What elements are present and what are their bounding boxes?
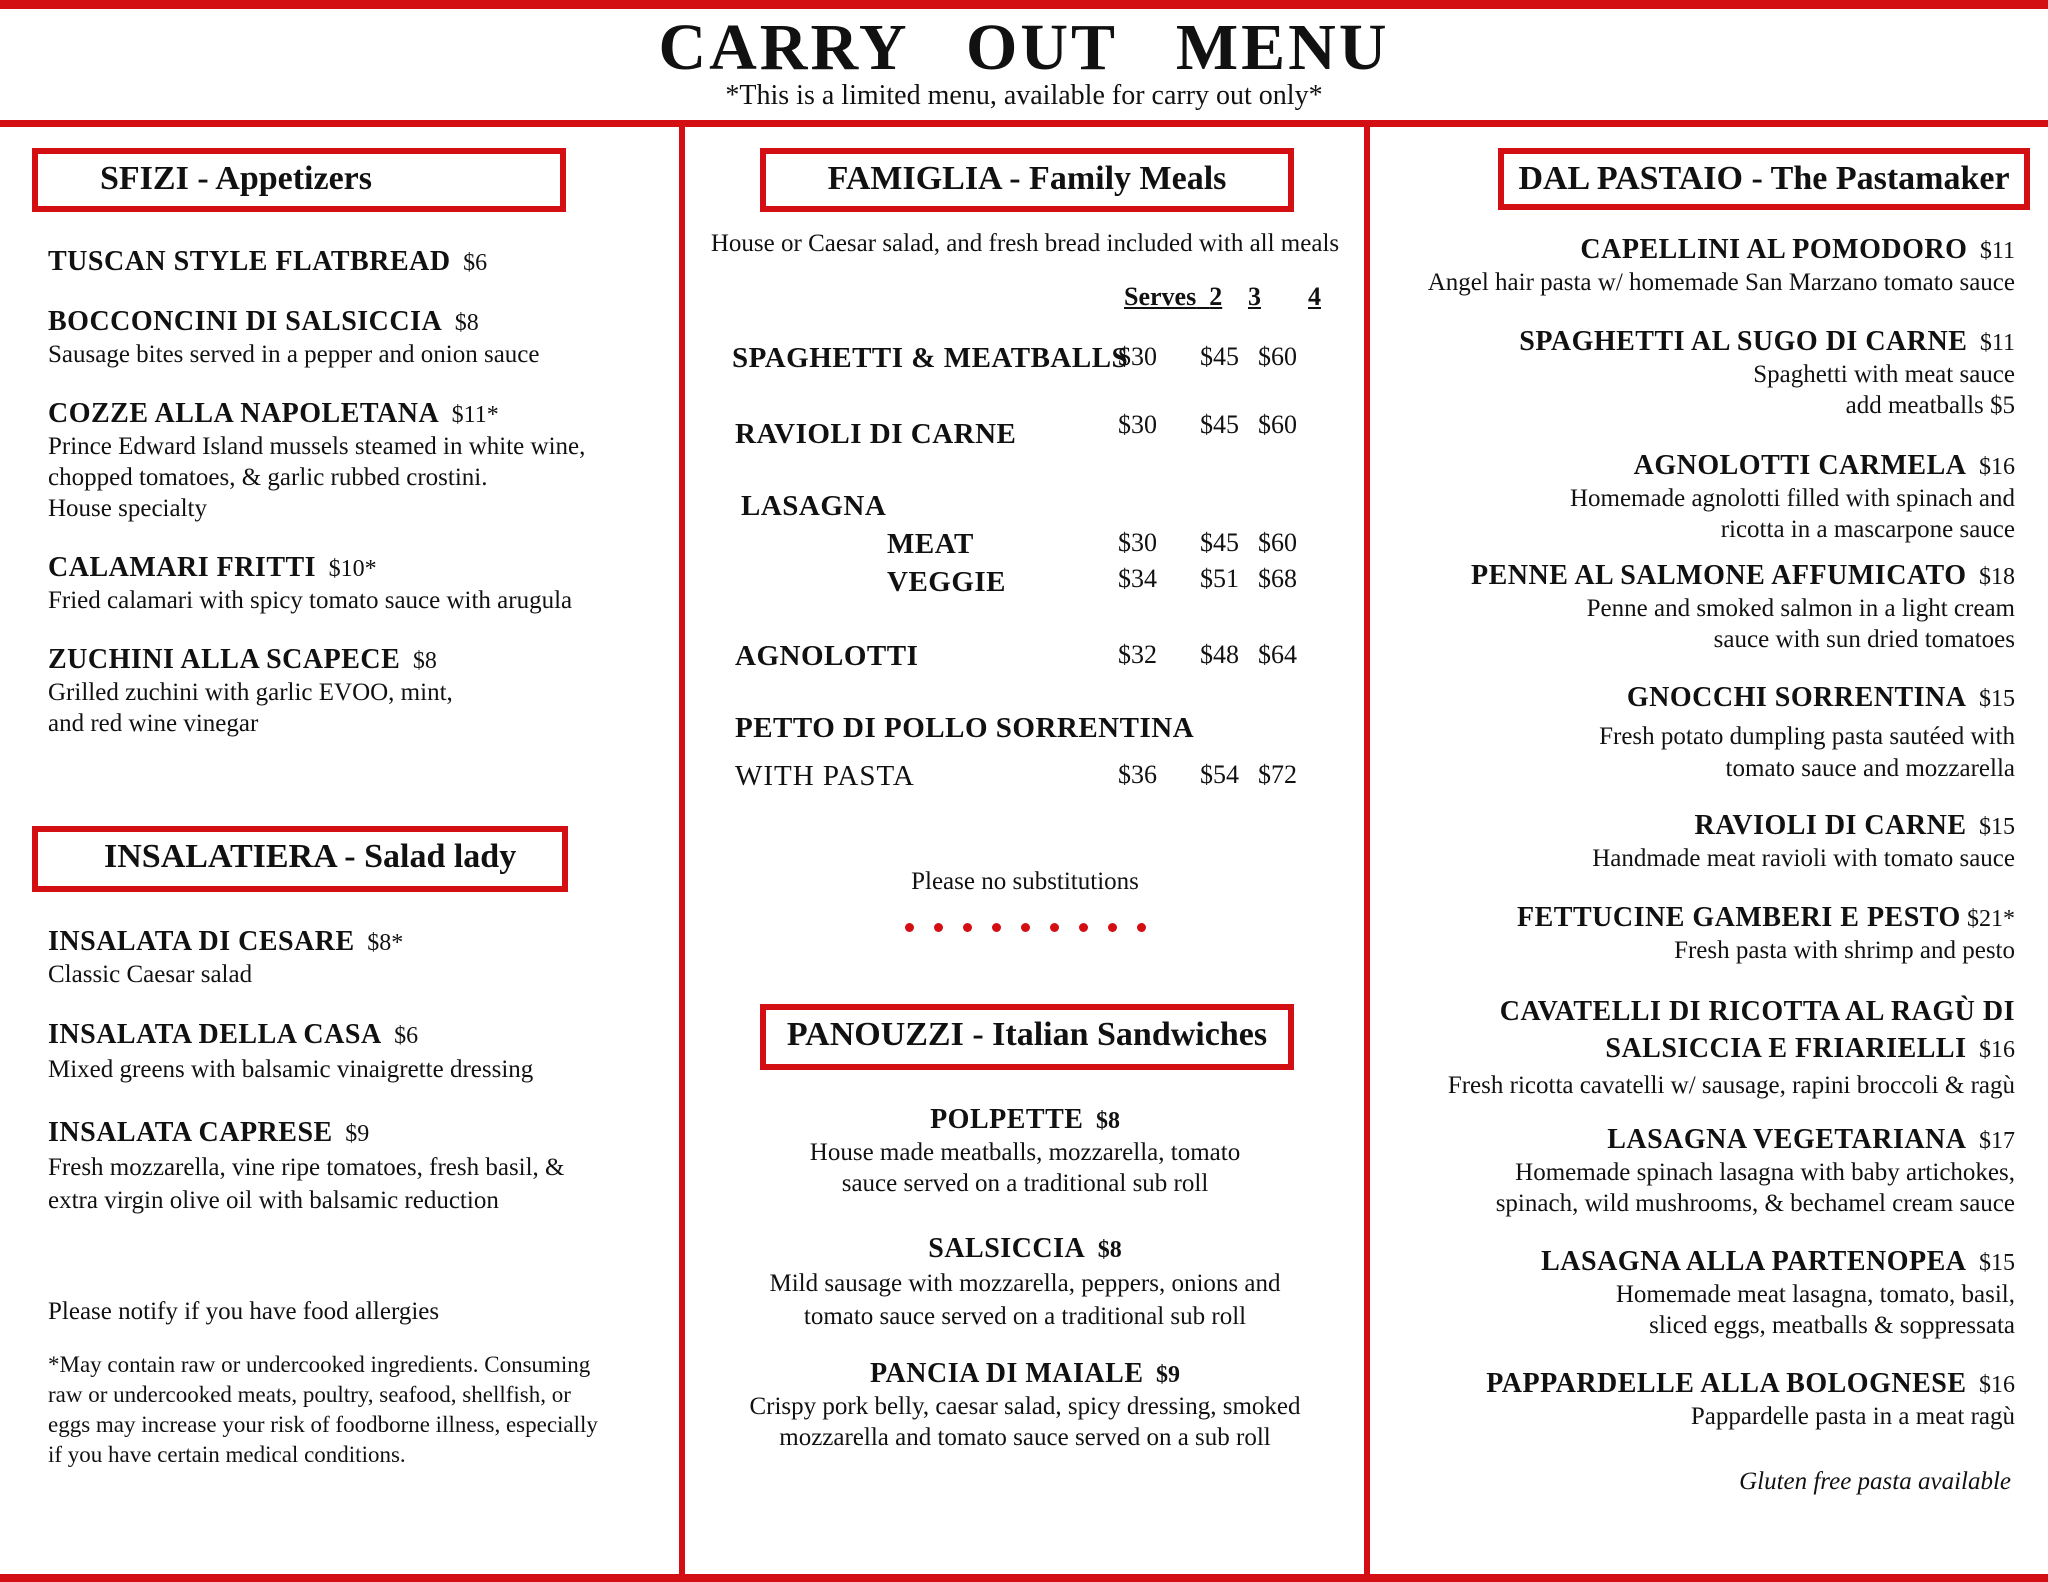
item-price: $6	[463, 250, 488, 276]
item-description: spinach, wild mushrooms, & bechamel cream sauce	[1495, 1190, 2015, 1217]
price-serves-4: $60	[1258, 410, 1297, 439]
pasta-fettucine	[1375, 902, 2015, 966]
menu-item-insalata-cesare	[48, 926, 668, 990]
item-name: SALSICCIA	[928, 1233, 1086, 1264]
item-name: CAVATELLI DI RICOTTA AL RAGÙ DI	[1499, 996, 2015, 1027]
divider-dot	[992, 923, 1001, 932]
item-name: PAPPARDELLE ALLA BOLOGNESE	[1486, 1368, 1967, 1399]
pasta-lasagna-vegetariana	[1375, 1124, 2015, 1219]
item-price: $8	[1097, 1237, 1122, 1263]
item-description: and red wine vinegar	[48, 710, 259, 737]
item-description: House made meatballs, mozzarella, tomato	[809, 1139, 1241, 1166]
pasta-heading: DAL PASTAIO - The Pastamaker	[1498, 148, 2030, 210]
family-item-name: VEGGIE	[887, 566, 1007, 598]
price-serves-3: $51	[1200, 564, 1239, 593]
item-price: $11	[1979, 238, 2015, 264]
item-description: add meatballs $5	[1845, 392, 2015, 419]
item-name: CAPELLINI AL POMODORO	[1580, 234, 1968, 265]
top-border	[0, 0, 2048, 9]
item-name: INSALATA CAPRESE	[48, 1117, 333, 1148]
divider-dot	[1079, 923, 1088, 932]
menu-item-calamari	[48, 552, 678, 616]
item-name: AGNOLOTTI CARMELA	[1633, 450, 1967, 481]
item-price: $9	[1156, 1362, 1180, 1388]
menu-item-cozze	[48, 398, 678, 524]
price-serves-3: $45	[1200, 410, 1239, 439]
item-description: Mild sausage with mozzarella, peppers, onions and	[769, 1270, 1281, 1297]
item-price: $9	[345, 1121, 370, 1147]
item-name: POLPETTE	[930, 1104, 1084, 1135]
item-name: RAVIOLI DI CARNE	[1694, 810, 1967, 841]
family-row-spaghetti	[685, 342, 1345, 378]
item-description: Fresh potato dumpling pasta sautéed with	[1599, 723, 2015, 750]
item-name: BOCCONCINI DI SALSICCIA	[48, 306, 443, 337]
price-serves-3: $48	[1200, 640, 1239, 669]
serves-label-4: 4	[1308, 282, 1321, 311]
price-serves-2: $36	[1118, 760, 1157, 789]
family-item-name: RAVIOLI DI CARNE	[735, 418, 1017, 450]
sandwich-pancia	[685, 1358, 1365, 1453]
item-price: $8	[1095, 1108, 1120, 1134]
family-intro: House or Caesar salad, and fresh bread included with all meals	[710, 230, 1340, 257]
item-description: Fried calamari with spicy tomato sauce with arugula	[48, 587, 573, 614]
item-description: Homemade agnolotti filled with spinach and	[1569, 485, 2015, 512]
family-item-name: MEAT	[887, 528, 974, 560]
item-name: PANCIA DI MAIALE	[870, 1358, 1144, 1389]
item-description: chopped tomatoes, & garlic rubbed crostini.	[48, 464, 488, 491]
sandwich-salsiccia	[685, 1232, 1365, 1333]
price-serves-3: $45	[1200, 342, 1239, 371]
item-description: Pappardelle pasta in a meat ragù	[1690, 1403, 2015, 1430]
no-substitutions-note: Please no substitutions	[911, 868, 1139, 895]
item-description: Crispy pork belly, caesar salad, spicy dressing, smoked	[749, 1393, 1301, 1420]
family-row-lasagna-veggie	[685, 564, 1345, 600]
item-description: Grilled zuchini with garlic EVOO, mint,	[48, 679, 453, 706]
item-description: Homemade spinach lasagna with baby artichokes,	[1515, 1159, 2015, 1186]
item-name: COZZE ALLA NAPOLETANA	[48, 398, 440, 429]
price-serves-2: $30	[1118, 528, 1157, 557]
family-row-pollo-pasta	[685, 760, 1345, 796]
item-price: $15	[1979, 814, 2015, 840]
item-description: Angel hair pasta w/ homemade San Marzano tomato sauce	[1427, 269, 2015, 296]
family-row-agnolotti	[685, 640, 1345, 676]
item-description: tomato sauce and mozzarella	[1725, 755, 2015, 782]
serves-header	[1100, 282, 1340, 316]
serves-label-3: 3	[1248, 282, 1261, 311]
page-title: CARRY OUT MENU	[658, 11, 1390, 84]
family-item-name: SPAGHETTI & MEATBALLS	[732, 342, 1129, 374]
item-price: $6	[394, 1023, 419, 1049]
item-name: CALAMARI FRITTI	[48, 552, 317, 583]
item-description: House specialty	[48, 495, 207, 522]
divider-dot	[1050, 923, 1059, 932]
price-serves-2: $30	[1118, 342, 1157, 371]
item-name: FETTUCINE GAMBERI E PESTO	[1517, 902, 1961, 933]
price-serves-4: $68	[1258, 564, 1297, 593]
serves-label-2: Serves 2	[1124, 282, 1223, 311]
divider-dot	[1108, 923, 1117, 932]
family-item-name: PETTO DI POLLO SORRENTINA	[735, 712, 1195, 744]
salads-heading: INSALATIERA - Salad lady	[32, 826, 568, 892]
item-description: sauce with sun dried tomatoes	[1713, 626, 2015, 653]
item-name: GNOCCHI SORRENTINA	[1626, 682, 1967, 713]
item-price: $8*	[367, 930, 404, 956]
item-price: $16	[1979, 1037, 2015, 1063]
item-description: Handmade meat ravioli with tomato sauce	[1592, 845, 2015, 872]
item-description: tomato sauce served on a traditional sub roll	[803, 1303, 1247, 1330]
pasta-pappardelle	[1375, 1368, 2015, 1432]
family-item-name: LASAGNA	[741, 490, 887, 522]
item-name: TUSCAN STYLE FLATBREAD	[48, 246, 451, 277]
item-price: $11	[1979, 330, 2015, 356]
item-name: INSALATA DELLA CASA	[48, 1019, 382, 1050]
price-serves-4: $60	[1258, 528, 1297, 557]
item-description: extra virgin olive oil with balsamic reduction	[48, 1187, 499, 1214]
sandwich-polpette	[685, 1104, 1365, 1199]
family-row-pollo	[685, 712, 1345, 748]
item-price: $16	[1979, 1372, 2015, 1398]
item-price: $18	[1979, 564, 2015, 590]
gluten-free-note: Gluten free pasta available	[1739, 1468, 2011, 1495]
allergy-notice: Please notify if you have food allergies	[48, 1298, 440, 1325]
bottom-border	[0, 1574, 2048, 1582]
item-description: sliced eggs, meatballs & soppressata	[1649, 1312, 2015, 1339]
family-item-name: WITH PASTA	[735, 760, 915, 792]
price-serves-2: $32	[1118, 640, 1157, 669]
raw-food-warning: *May contain raw or undercooked ingredients. Consuming raw or undercooked meats, poultry, seafood, shellfish, or eggs may increase your risk of foodborne illness, especially if you have certain medical conditions.	[48, 1352, 598, 1467]
item-name-continued: SALSICCIA E FRIARIELLI	[1605, 1033, 1967, 1064]
item-price: $8	[412, 648, 437, 674]
sandwiches-heading: PANOUZZI - Italian Sandwiches	[760, 1004, 1294, 1070]
item-price: $10*	[328, 556, 377, 582]
item-description: Classic Caesar salad	[48, 961, 253, 988]
price-serves-3: $45	[1200, 528, 1239, 557]
item-description: Mixed greens with balsamic vinaigrette dressing	[48, 1056, 534, 1083]
pasta-lasagna-partenopea	[1375, 1246, 2015, 1341]
family-row-lasagna	[685, 490, 1345, 526]
item-price: $16	[1979, 454, 2015, 480]
item-description: Sausage bites served in a pepper and onion sauce	[48, 341, 540, 368]
pasta-penne-salmone	[1375, 560, 2015, 655]
family-heading: FAMIGLIA - Family Meals	[760, 148, 1294, 212]
pasta-gnocchi	[1375, 682, 2015, 785]
item-description: Fresh mozzarella, vine ripe tomatoes, fresh basil, &	[48, 1154, 565, 1181]
item-name: INSALATA DI CESARE	[48, 926, 355, 957]
item-name: SPAGHETTI AL SUGO DI CARNE	[1519, 326, 1968, 357]
divider-dot	[1021, 923, 1030, 932]
item-description: sauce served on a traditional sub roll	[841, 1170, 1209, 1197]
item-name: PENNE AL SALMONE AFFUMICATO	[1470, 560, 1967, 591]
price-serves-4: $72	[1258, 760, 1297, 789]
item-description: Homemade meat lasagna, tomato, basil,	[1615, 1281, 2015, 1308]
pasta-ravioli	[1375, 810, 2015, 874]
item-price: $8	[454, 310, 479, 336]
item-description: Fresh pasta with shrimp and pesto	[1674, 937, 2015, 964]
price-serves-3: $54	[1200, 760, 1239, 789]
menu-item-insalata-casa	[48, 1018, 668, 1087]
family-row-lasagna-meat	[685, 528, 1345, 564]
price-serves-4: $60	[1258, 342, 1297, 371]
pasta-agnolotti	[1375, 450, 2015, 545]
item-description: Spaghetti with meat sauce	[1753, 361, 2015, 388]
menu-item-insalata-caprese	[48, 1116, 678, 1217]
item-price: $15	[1979, 686, 2015, 712]
item-description: Fresh ricotta cavatelli w/ sausage, rapini broccoli & ragù	[1447, 1072, 2015, 1099]
header-divider	[0, 120, 2048, 127]
divider-dot	[963, 923, 972, 932]
menu-item-bocconcini	[48, 306, 668, 370]
price-serves-2: $34	[1118, 564, 1157, 593]
menu-item-tuscan-flatbread	[48, 246, 668, 279]
dot-divider	[685, 922, 1365, 934]
family-row-ravioli	[685, 410, 1345, 452]
divider-dot	[934, 923, 943, 932]
item-description: Penne and smoked salmon in a light cream	[1586, 595, 2015, 622]
item-description: mozzarella and tomato sauce served on a sub roll	[779, 1424, 1271, 1451]
menu-item-zuchini	[48, 644, 668, 739]
item-price: $15	[1979, 1250, 2015, 1276]
divider-dot	[905, 923, 914, 932]
divider-dot	[1137, 923, 1146, 932]
price-serves-2: $30	[1118, 410, 1157, 439]
family-item-name: AGNOLOTTI	[735, 640, 919, 672]
item-description: ricotta in a mascarpone sauce	[1720, 516, 2015, 543]
pasta-capellini	[1375, 234, 2015, 298]
item-price: $11*	[451, 402, 499, 428]
item-name: LASAGNA ALLA PARTENOPEA	[1541, 1246, 1967, 1277]
item-price: $21*	[1967, 906, 2015, 932]
price-serves-4: $64	[1258, 640, 1297, 669]
item-name: ZUCHINI ALLA SCAPECE	[48, 644, 401, 675]
pasta-cavatelli	[1375, 994, 2015, 1104]
item-price: $17	[1979, 1128, 2015, 1154]
appetizers-heading: SFIZI - Appetizers	[32, 148, 566, 212]
page-subtitle: *This is a limited menu, available for carry out only*	[725, 80, 1323, 111]
pasta-spaghetti-sugo	[1375, 326, 2015, 421]
item-description: Prince Edward Island mussels steamed in white wine,	[48, 433, 586, 460]
item-name: LASAGNA VEGETARIANA	[1607, 1124, 1967, 1155]
